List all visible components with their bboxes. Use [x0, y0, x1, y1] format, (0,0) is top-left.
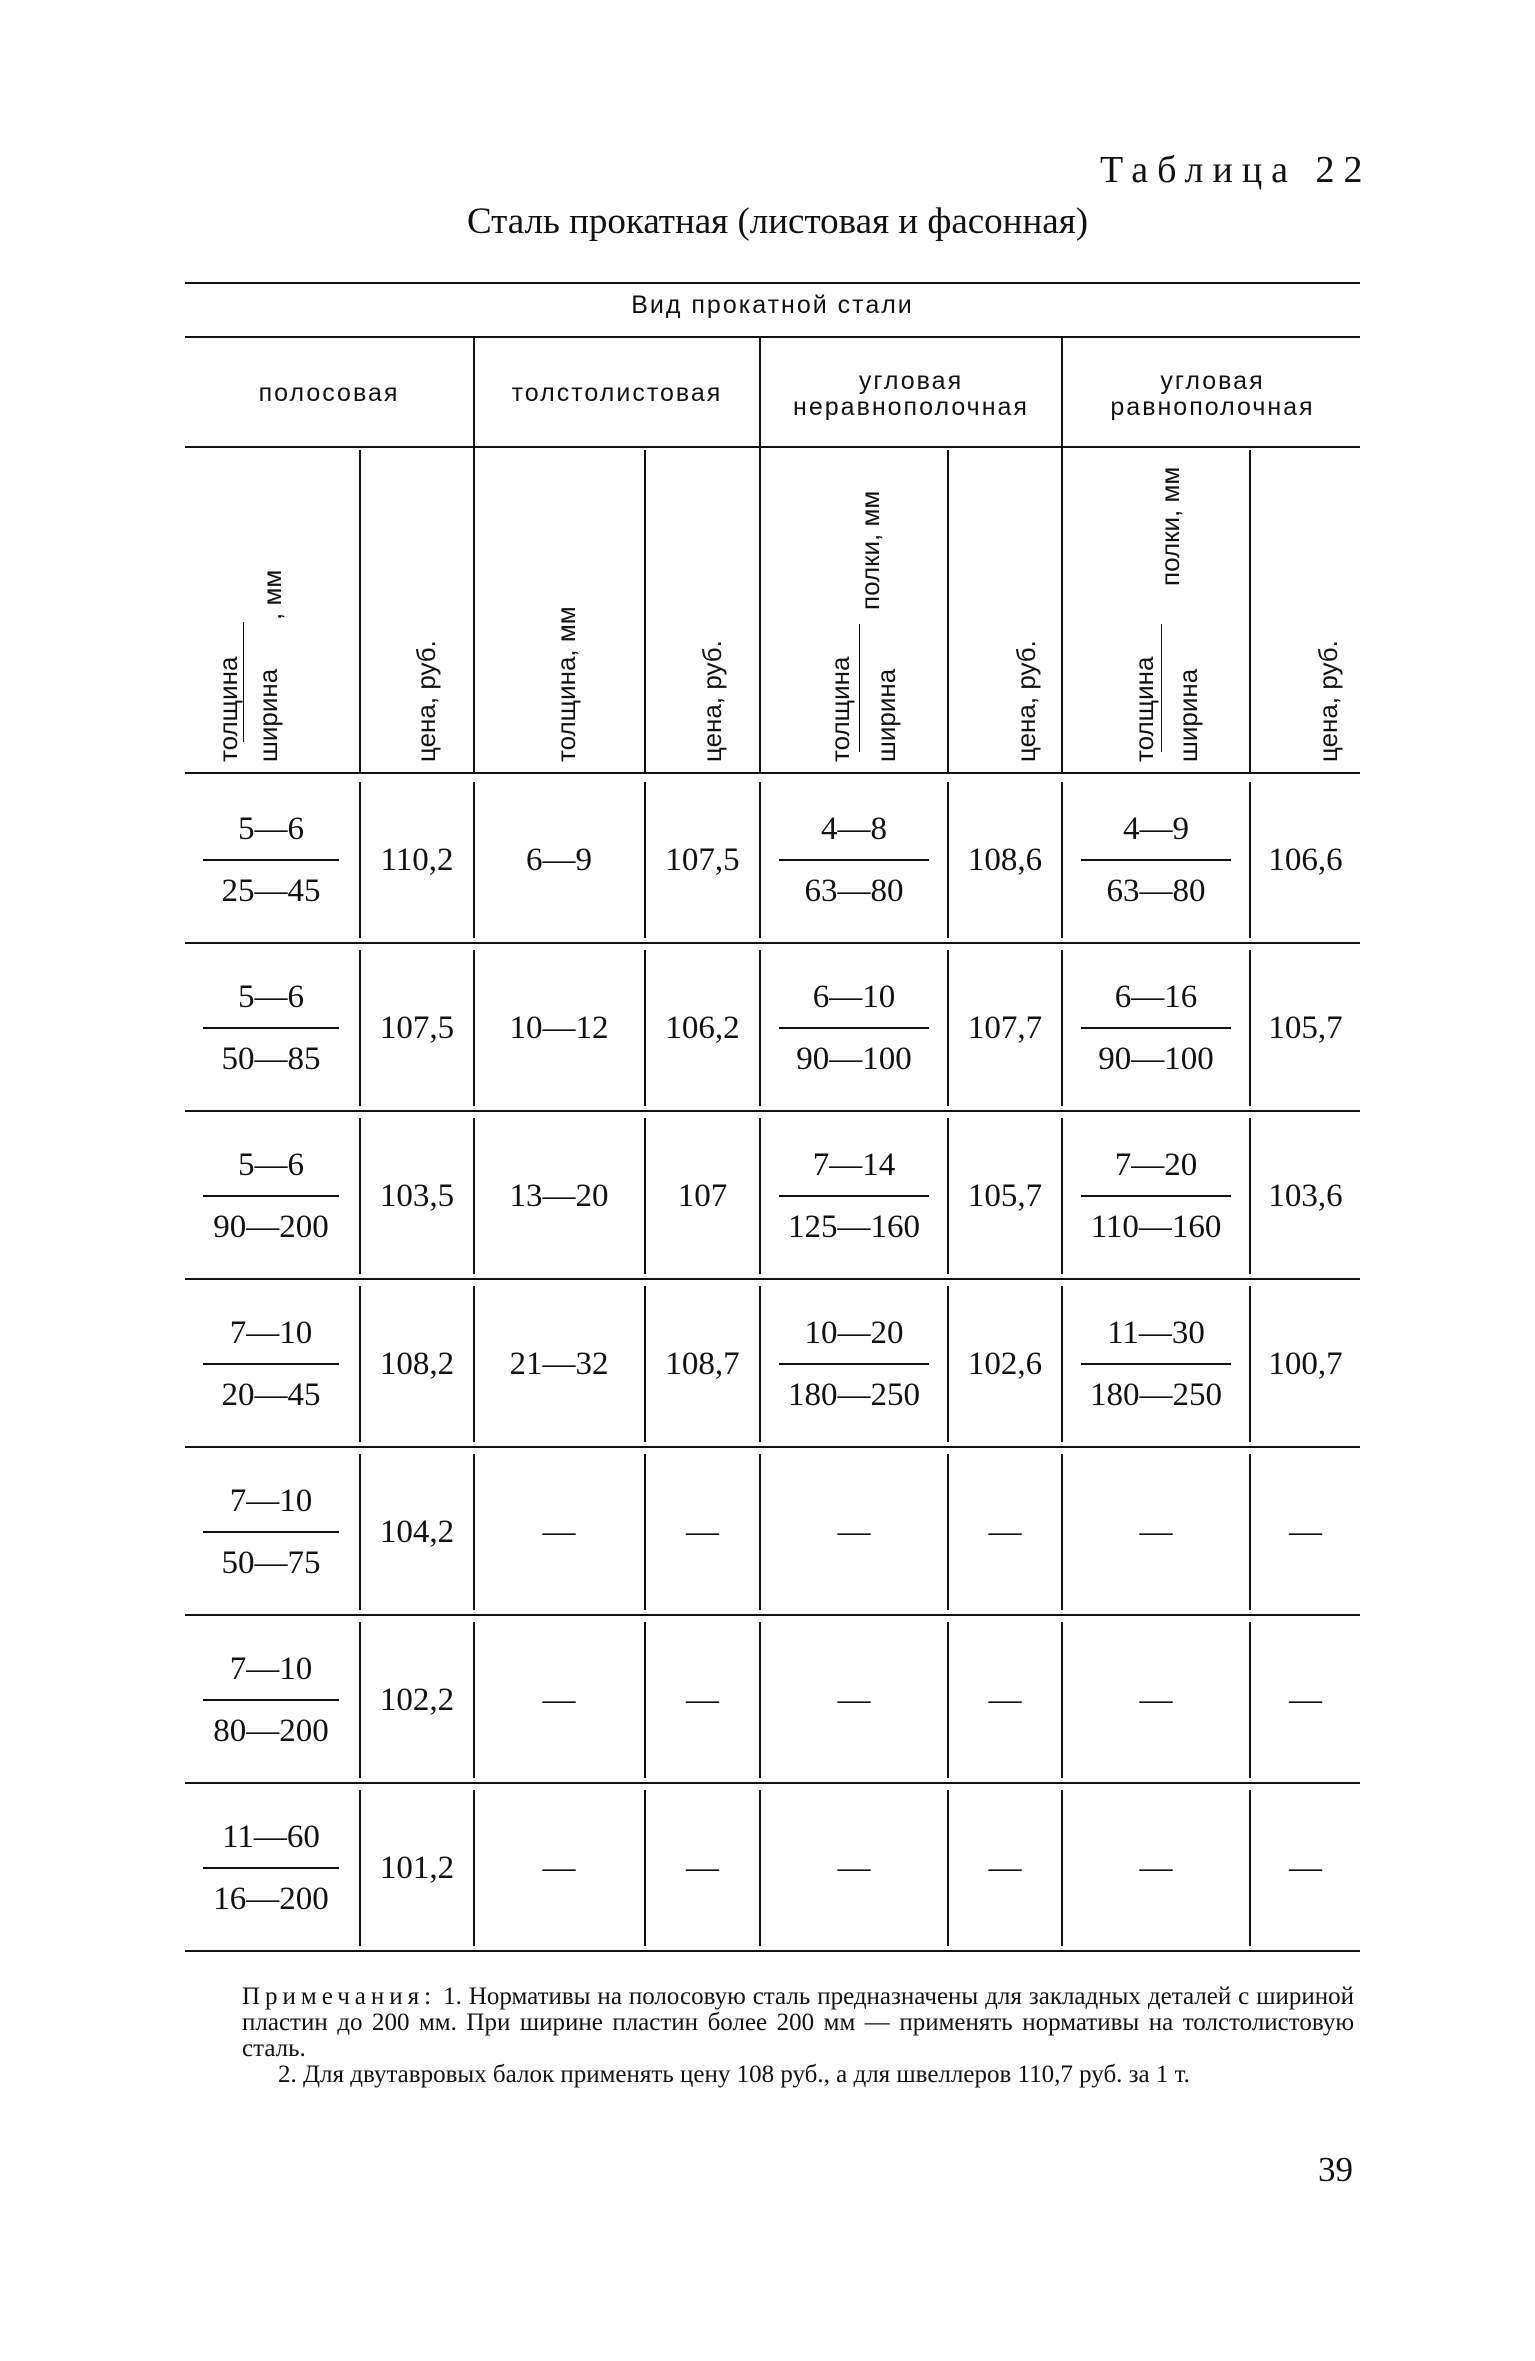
row-rule [185, 1614, 1360, 1616]
sub-separator [947, 450, 949, 772]
plate-price-cell: 107 [677, 1177, 728, 1214]
price-table [185, 278, 1360, 1958]
uneq-size-num: толщина [825, 656, 855, 762]
fraction-bar [203, 1027, 339, 1029]
fraction-bar [779, 1363, 929, 1365]
eq-size-fraction [1063, 1282, 1249, 1446]
eq-size-numerator: 11—30 [1107, 1315, 1205, 1351]
strip-size-denominator: 80—200 [213, 1713, 329, 1749]
strip-size-header-den [253, 669, 284, 762]
uneq-price-cell: 102,6 [967, 1345, 1043, 1382]
uneq-size-fraction-bar [859, 624, 860, 752]
strip-size-den: ширина [253, 668, 283, 762]
strip-size-denominator: 16—200 [213, 1881, 329, 1917]
eq-size-cell: — [1139, 1513, 1173, 1550]
fraction-bar [779, 1027, 929, 1029]
fraction-bar [1081, 1195, 1231, 1197]
sub-separator [359, 450, 361, 772]
plate-price-cell: 107,5 [665, 841, 740, 878]
strip-size-fraction [185, 778, 357, 942]
type-plate: толстолистовая [511, 379, 723, 407]
uneq-price-cell: — [988, 1513, 1022, 1550]
row-rule [185, 942, 1360, 944]
eq-size-cell: — [1139, 1681, 1173, 1718]
type-separator [759, 336, 761, 772]
eq-size-header-den [1173, 669, 1204, 762]
uneq-size-denominator: 125—160 [788, 1209, 920, 1245]
eq-size-denominator: 90—100 [1098, 1041, 1214, 1077]
uneq-price-cell: 105,7 [967, 1177, 1043, 1214]
uneq-size-fraction [761, 1114, 947, 1278]
strip-size-numerator: 5—6 [238, 811, 304, 847]
eq-price-cell: 103,6 [1268, 1177, 1343, 1214]
uneq-size-numerator: 10—20 [804, 1315, 904, 1351]
strip-size-header [213, 657, 244, 762]
plate-size-cell: — [542, 1681, 576, 1718]
uneq-price-cell: 107,7 [967, 1009, 1043, 1046]
strip-size-numerator: 7—10 [229, 1651, 313, 1687]
eq-price-cell: 106,6 [1268, 841, 1343, 878]
uneq-size-header-den [871, 669, 902, 762]
fraction-bar [203, 1867, 339, 1869]
fraction-bar [1081, 859, 1231, 861]
type-equal-angle: угловая равнополочная [1110, 367, 1315, 421]
strip-price-cell: 107,5 [379, 1009, 455, 1046]
eq-size-denominator: 110—160 [1090, 1209, 1222, 1245]
note-1 [242, 1984, 1354, 2062]
plate-price-cell: — [686, 1513, 719, 1550]
eq-size-cell: — [1139, 1849, 1173, 1886]
eq-price-header: цена, руб. [1313, 640, 1343, 762]
strip-size-num: толщина [213, 656, 243, 762]
uneq-size-numerator: 6—10 [812, 979, 896, 1015]
eq-size-fraction-bar [1161, 624, 1162, 752]
strip-size-denominator: 25—45 [221, 873, 321, 909]
uneq-size-cell: — [837, 1513, 871, 1550]
strip-price-cell: 110,2 [380, 841, 454, 878]
strip-size-numerator: 11—60 [222, 1819, 320, 1855]
eq-size-fraction [1063, 778, 1249, 942]
uneq-size-cell: — [837, 1681, 871, 1718]
plate-size-cell: — [542, 1849, 576, 1886]
type-unequal-angle: угловая неравнополочная [793, 367, 1029, 421]
plate-size-header: толщина, мм [551, 606, 581, 762]
uneq-price-header: цена, руб. [1011, 640, 1041, 762]
group-header-rule [185, 336, 1360, 338]
eq-price-cell: 100,7 [1268, 1345, 1343, 1382]
strip-size-fraction [185, 946, 357, 1110]
strip-size-fraction [185, 1450, 357, 1614]
row-rule [185, 1950, 1360, 1952]
row-rule [185, 1446, 1360, 1448]
strip-size-fraction [185, 1786, 357, 1950]
eq-price-cell: — [1289, 1513, 1322, 1550]
strip-size-fraction [185, 1282, 357, 1446]
uneq-price-cell: — [988, 1849, 1022, 1886]
fraction-bar [203, 1699, 339, 1701]
strip-price-cell: 108,2 [379, 1345, 455, 1382]
subheader-rule [185, 772, 1360, 774]
fraction-bar [779, 1195, 929, 1197]
strip-size-denominator: 50—75 [221, 1545, 321, 1581]
uneq-size-den: ширина [871, 668, 901, 762]
row-rule [185, 1782, 1360, 1784]
notes [242, 1984, 1354, 2088]
eq-size-fraction [1063, 946, 1249, 1110]
group-header: Вид прокатной стали [631, 291, 914, 319]
plate-price-cell: 108,7 [665, 1345, 740, 1382]
eq-size-den: ширина [1173, 668, 1203, 762]
strip-size-numerator: 7—10 [229, 1483, 313, 1519]
strip-size-denominator: 20—45 [221, 1377, 321, 1413]
uneq-size-numerator: 7—14 [812, 1147, 896, 1183]
eq-size-numerator: 6—16 [1114, 979, 1198, 1015]
strip-size-numerator: 7—10 [229, 1315, 313, 1351]
plate-size-cell: — [542, 1513, 576, 1550]
uneq-price-cell: 108,6 [967, 841, 1043, 878]
uneq-size-fraction [761, 1282, 947, 1446]
uneq-size-cell: — [837, 1849, 871, 1886]
eq-price-cell: — [1289, 1849, 1322, 1886]
table-top-rule [185, 282, 1360, 284]
plate-price-cell: — [686, 1849, 719, 1886]
eq-size-header [1129, 657, 1160, 762]
uneq-size-denominator: 180—250 [788, 1377, 920, 1413]
uneq-size-unit: полки, мм [855, 490, 885, 610]
fraction-bar [1081, 1027, 1231, 1029]
strip-price-header: цена, руб. [411, 640, 441, 762]
strip-size-denominator: 90—200 [213, 1209, 329, 1245]
strip-price-cell: 101,2 [379, 1849, 455, 1886]
strip-size-numerator: 5—6 [238, 1147, 304, 1183]
strip-price-cell: 102,2 [379, 1681, 455, 1718]
plate-price-cell: — [686, 1681, 719, 1718]
uneq-size-denominator: 90—100 [796, 1041, 912, 1077]
type-header-rule [185, 446, 1360, 448]
fraction-bar [203, 1195, 339, 1197]
note-1-text: 1. Нормативы на полосовую сталь предназначены для закладных деталей с шириной пластин до 200 мм. При ширине пластин более 200 мм — применять нормативы на толстолистовую сталь. [242, 1983, 1354, 2062]
eq-size-numerator: 4—9 [1123, 811, 1189, 847]
strip-size-fraction [185, 1114, 357, 1278]
fraction-bar [1081, 1363, 1231, 1365]
plate-price-cell: 106,2 [665, 1009, 740, 1046]
eq-price-cell: — [1289, 1681, 1322, 1718]
strip-size-fraction [185, 1618, 357, 1782]
eq-size-fraction [1063, 1114, 1249, 1278]
uneq-size-fraction [761, 946, 947, 1110]
fraction-bar [203, 1363, 339, 1365]
eq-price-cell: 105,7 [1268, 1009, 1343, 1046]
sub-separator [1249, 450, 1251, 772]
type-separator [1061, 336, 1063, 772]
fraction-bar [203, 1531, 339, 1533]
uneq-size-fraction [761, 778, 947, 942]
eq-size-denominator: 180—250 [1090, 1377, 1222, 1413]
uneq-size-denominator: 63—80 [804, 873, 904, 909]
plate-price-header: цена, руб. [697, 640, 727, 762]
uneq-size-header [825, 657, 856, 762]
strip-size-unit: , мм [257, 569, 287, 620]
strip-price-cell: 104,2 [379, 1513, 455, 1550]
eq-size-denominator: 63—80 [1106, 873, 1206, 909]
row-rule [185, 1110, 1360, 1112]
plate-size-cell: 21—32 [509, 1345, 609, 1382]
strip-price-cell: 103,5 [379, 1177, 455, 1214]
notes-label: Примечания: [242, 1983, 437, 2010]
row-rule [185, 1278, 1360, 1280]
uneq-size-numerator: 4—8 [821, 811, 887, 847]
plate-size-cell: 10—12 [509, 1009, 609, 1046]
eq-size-numerator: 7—20 [1114, 1147, 1198, 1183]
note-2: 2. Для двутавровых балок применять цену 108 руб., а для швеллеров 110,7 руб. за 1 т. [278, 2061, 1190, 2088]
table-label: Таблица 22 [1100, 149, 1372, 191]
eq-size-unit: полки, мм [1155, 466, 1185, 586]
page-title: Сталь прокатная (листовая и фасонная) [466, 201, 1089, 242]
strip-size-denominator: 50—85 [221, 1041, 321, 1077]
plate-size-cell: 13—20 [509, 1177, 609, 1214]
strip-size-fraction-bar [243, 622, 244, 742]
eq-size-num: толщина [1129, 656, 1159, 762]
page-number: 39 [1318, 2150, 1353, 2189]
strip-size-numerator: 5—6 [238, 979, 304, 1015]
sub-separator [644, 450, 646, 772]
plate-size-cell: 6—9 [526, 841, 592, 878]
fraction-bar [203, 859, 339, 861]
type-strip: полосовая [258, 379, 400, 407]
uneq-price-cell: — [988, 1681, 1022, 1718]
fraction-bar [779, 859, 929, 861]
